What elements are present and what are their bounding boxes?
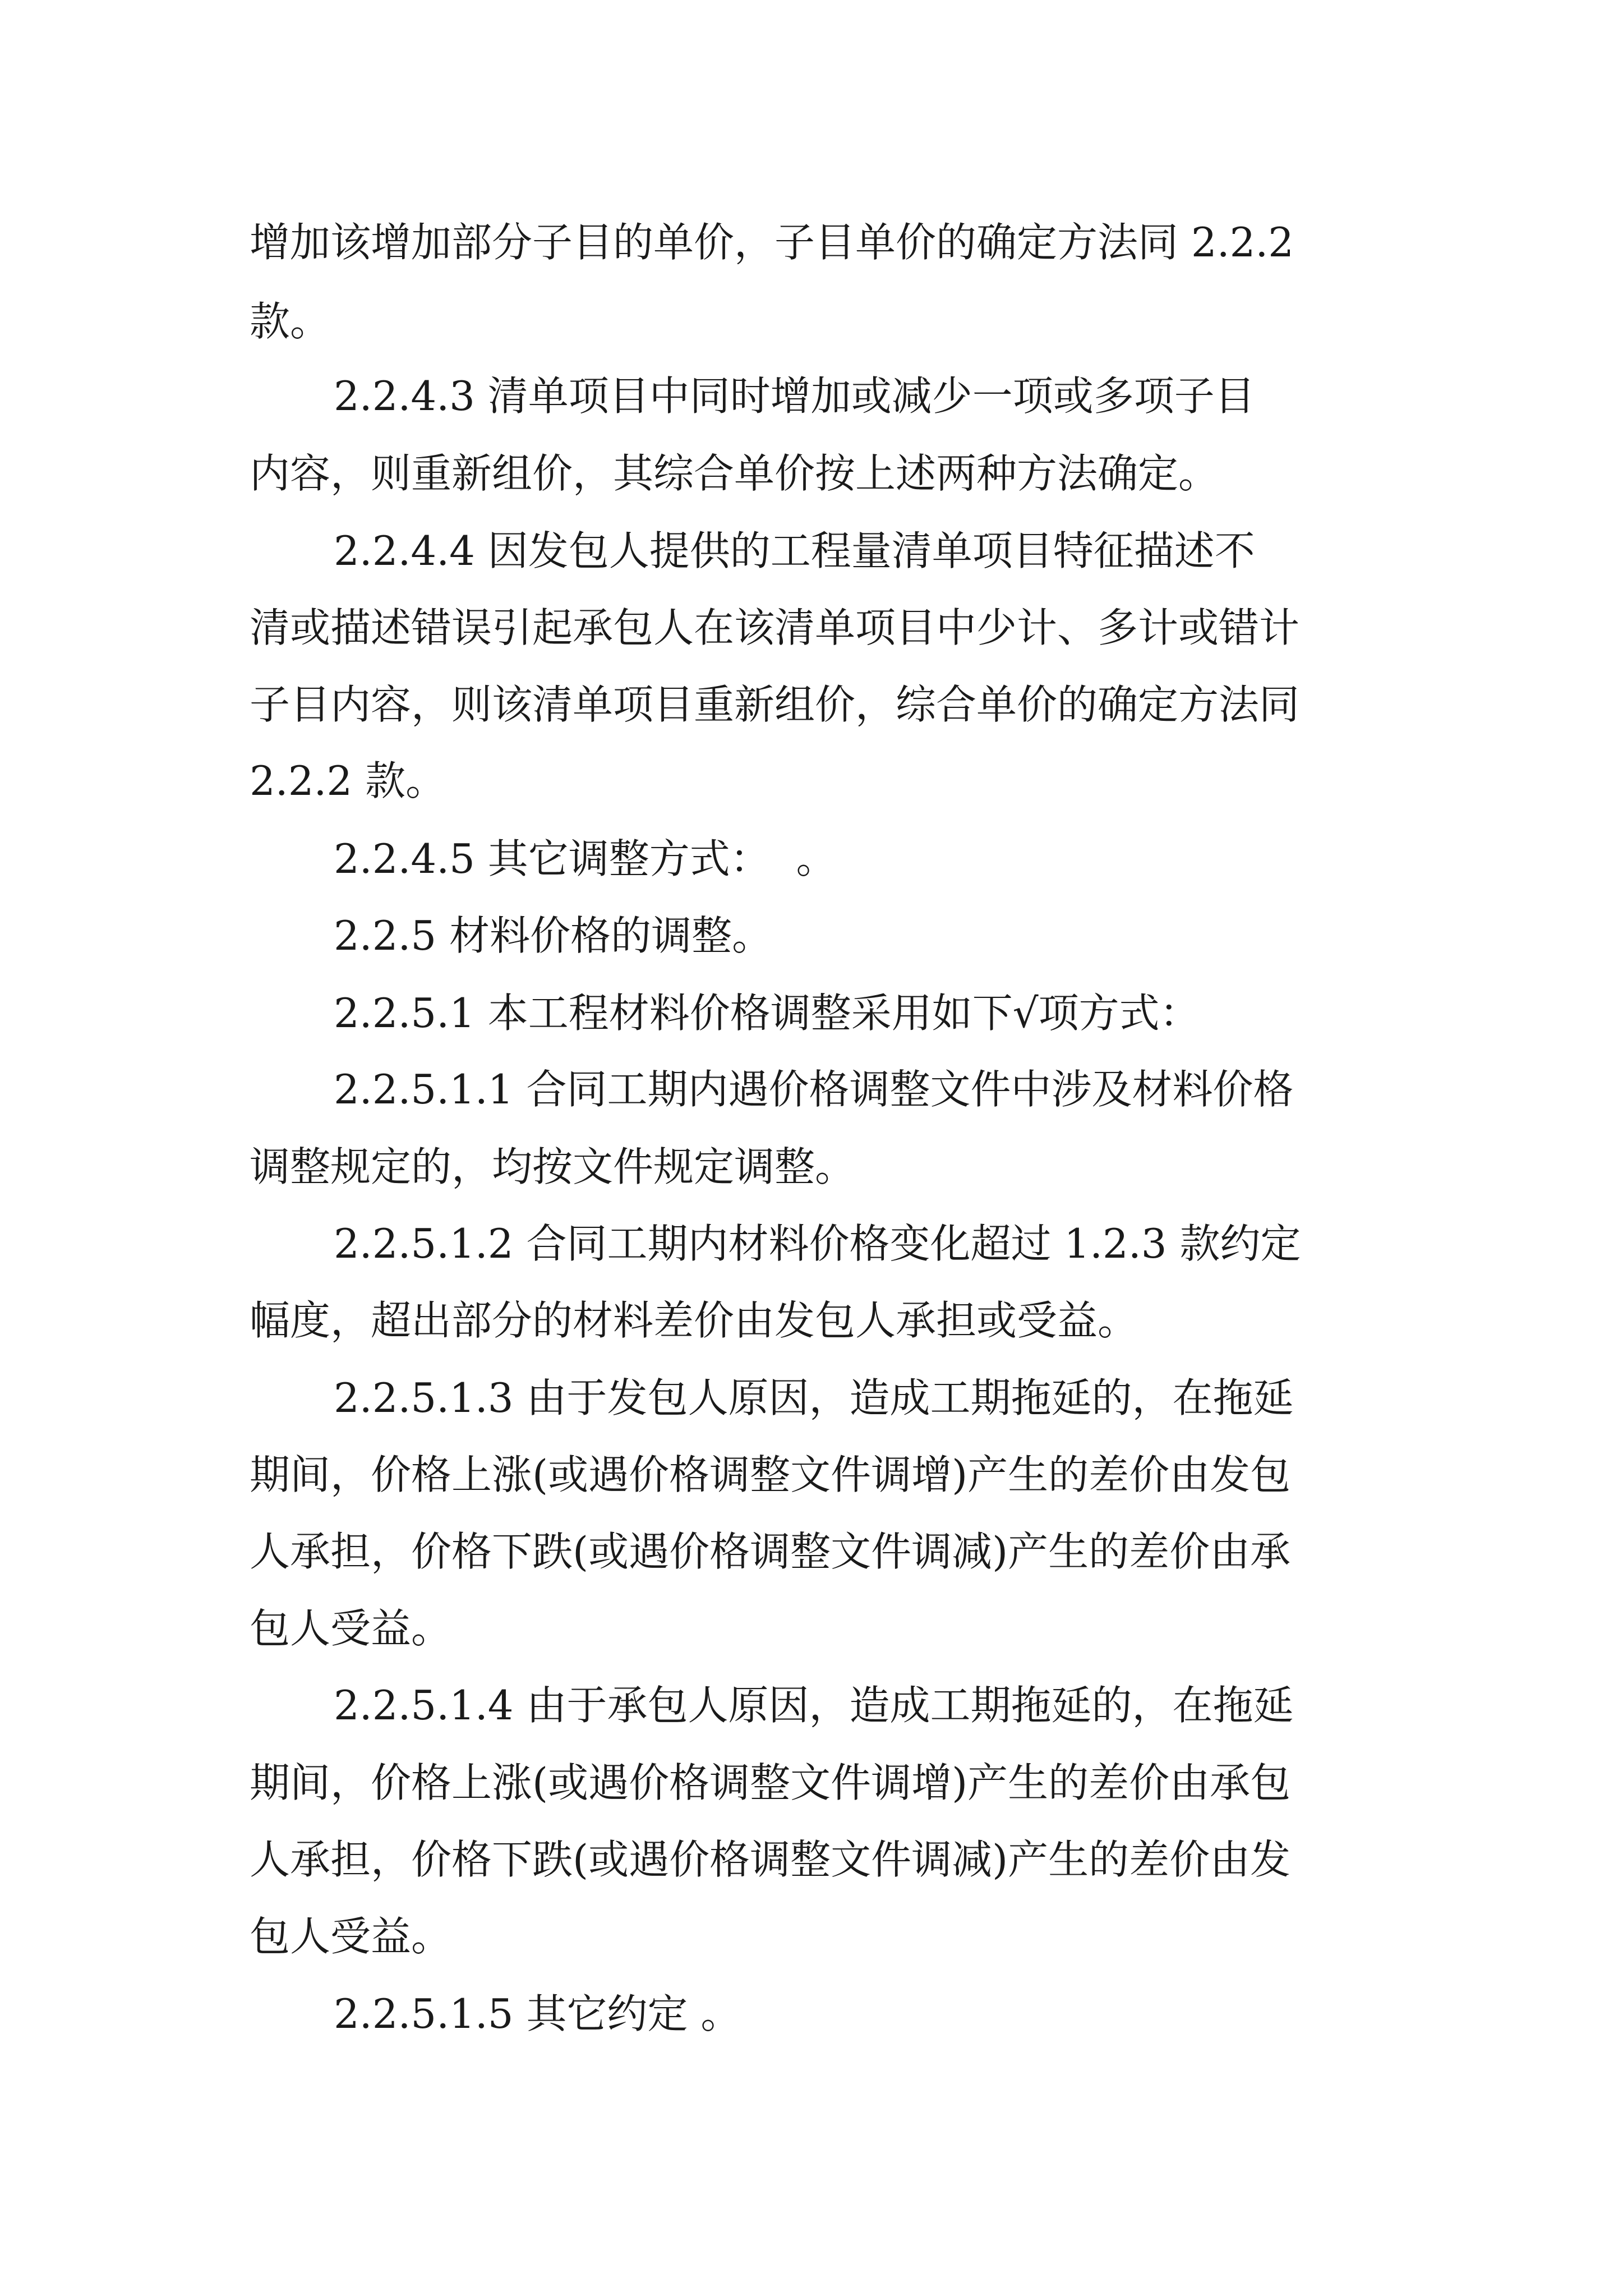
text-line-2: 款。 — [250, 298, 331, 345]
text-line-1: 增加该增加部分子目的单价，子目单价的确定方法同 2.2.2 — [250, 219, 1294, 266]
text-line-5: 2.2.4.4 因发包人提供的工程量清单项目特征描述不 — [334, 527, 1255, 574]
text-line-7: 子目内容，则该清单项目重新组价，综合单价的确定方法同 — [250, 681, 1300, 728]
text-line-4: 内容，则重新组价，其综合单价按上述两种方法确定。 — [250, 450, 1219, 497]
text-line-17: 期间，价格上涨(或遇价格调整文件调增)产生的差价由发包 — [250, 1451, 1291, 1498]
text-line-24: 2.2.5.1.5 其它约定 。 — [334, 1990, 741, 2037]
text-line-16: 2.2.5.1.3 由于发包人原因，造成工期拖延的，在拖延 — [334, 1374, 1294, 1421]
text-line-8: 2.2.2 款。 — [250, 757, 446, 804]
text-line-23: 包人受益。 — [250, 1913, 452, 1960]
text-line-13: 调整规定的，均按文件规定调整。 — [250, 1143, 856, 1190]
text-line-11: 2.2.5.1 本工程材料价格调整采用如下√项方式： — [334, 990, 1200, 1037]
text-line-19: 包人受益。 — [250, 1605, 452, 1652]
text-line-9: 2.2.4.5 其它调整方式： 。 — [334, 835, 837, 882]
text-line-10: 2.2.5 材料价格的调整。 — [334, 912, 773, 959]
text-line-20: 2.2.5.1.4 由于承包人原因，造成工期拖延的，在拖延 — [334, 1682, 1294, 1729]
text-line-14: 2.2.5.1.2 合同工期内材料价格变化超过 1.2.3 款约定 — [334, 1220, 1301, 1267]
text-line-3: 2.2.4.3 清单项目中同时增加或减少一项或多项子目 — [334, 372, 1255, 420]
text-line-18: 人承担，价格下跌(或遇价格调整文件调减)产生的差价由承 — [250, 1528, 1291, 1575]
text-line-6: 清或描述错误引起承包人在该清单项目中少计、多计或错计 — [250, 604, 1300, 651]
text-line-21: 期间，价格上涨(或遇价格调整文件调增)产生的差价由承包 — [250, 1759, 1291, 1806]
text-line-15: 幅度，超出部分的材料差价由发包人承担或受益。 — [250, 1297, 1138, 1344]
text-line-12: 2.2.5.1.1 合同工期内遇价格调整文件中涉及材料价格 — [334, 1066, 1294, 1113]
text-line-22: 人承担，价格下跌(或遇价格调整文件调减)产生的差价由发 — [250, 1836, 1291, 1883]
